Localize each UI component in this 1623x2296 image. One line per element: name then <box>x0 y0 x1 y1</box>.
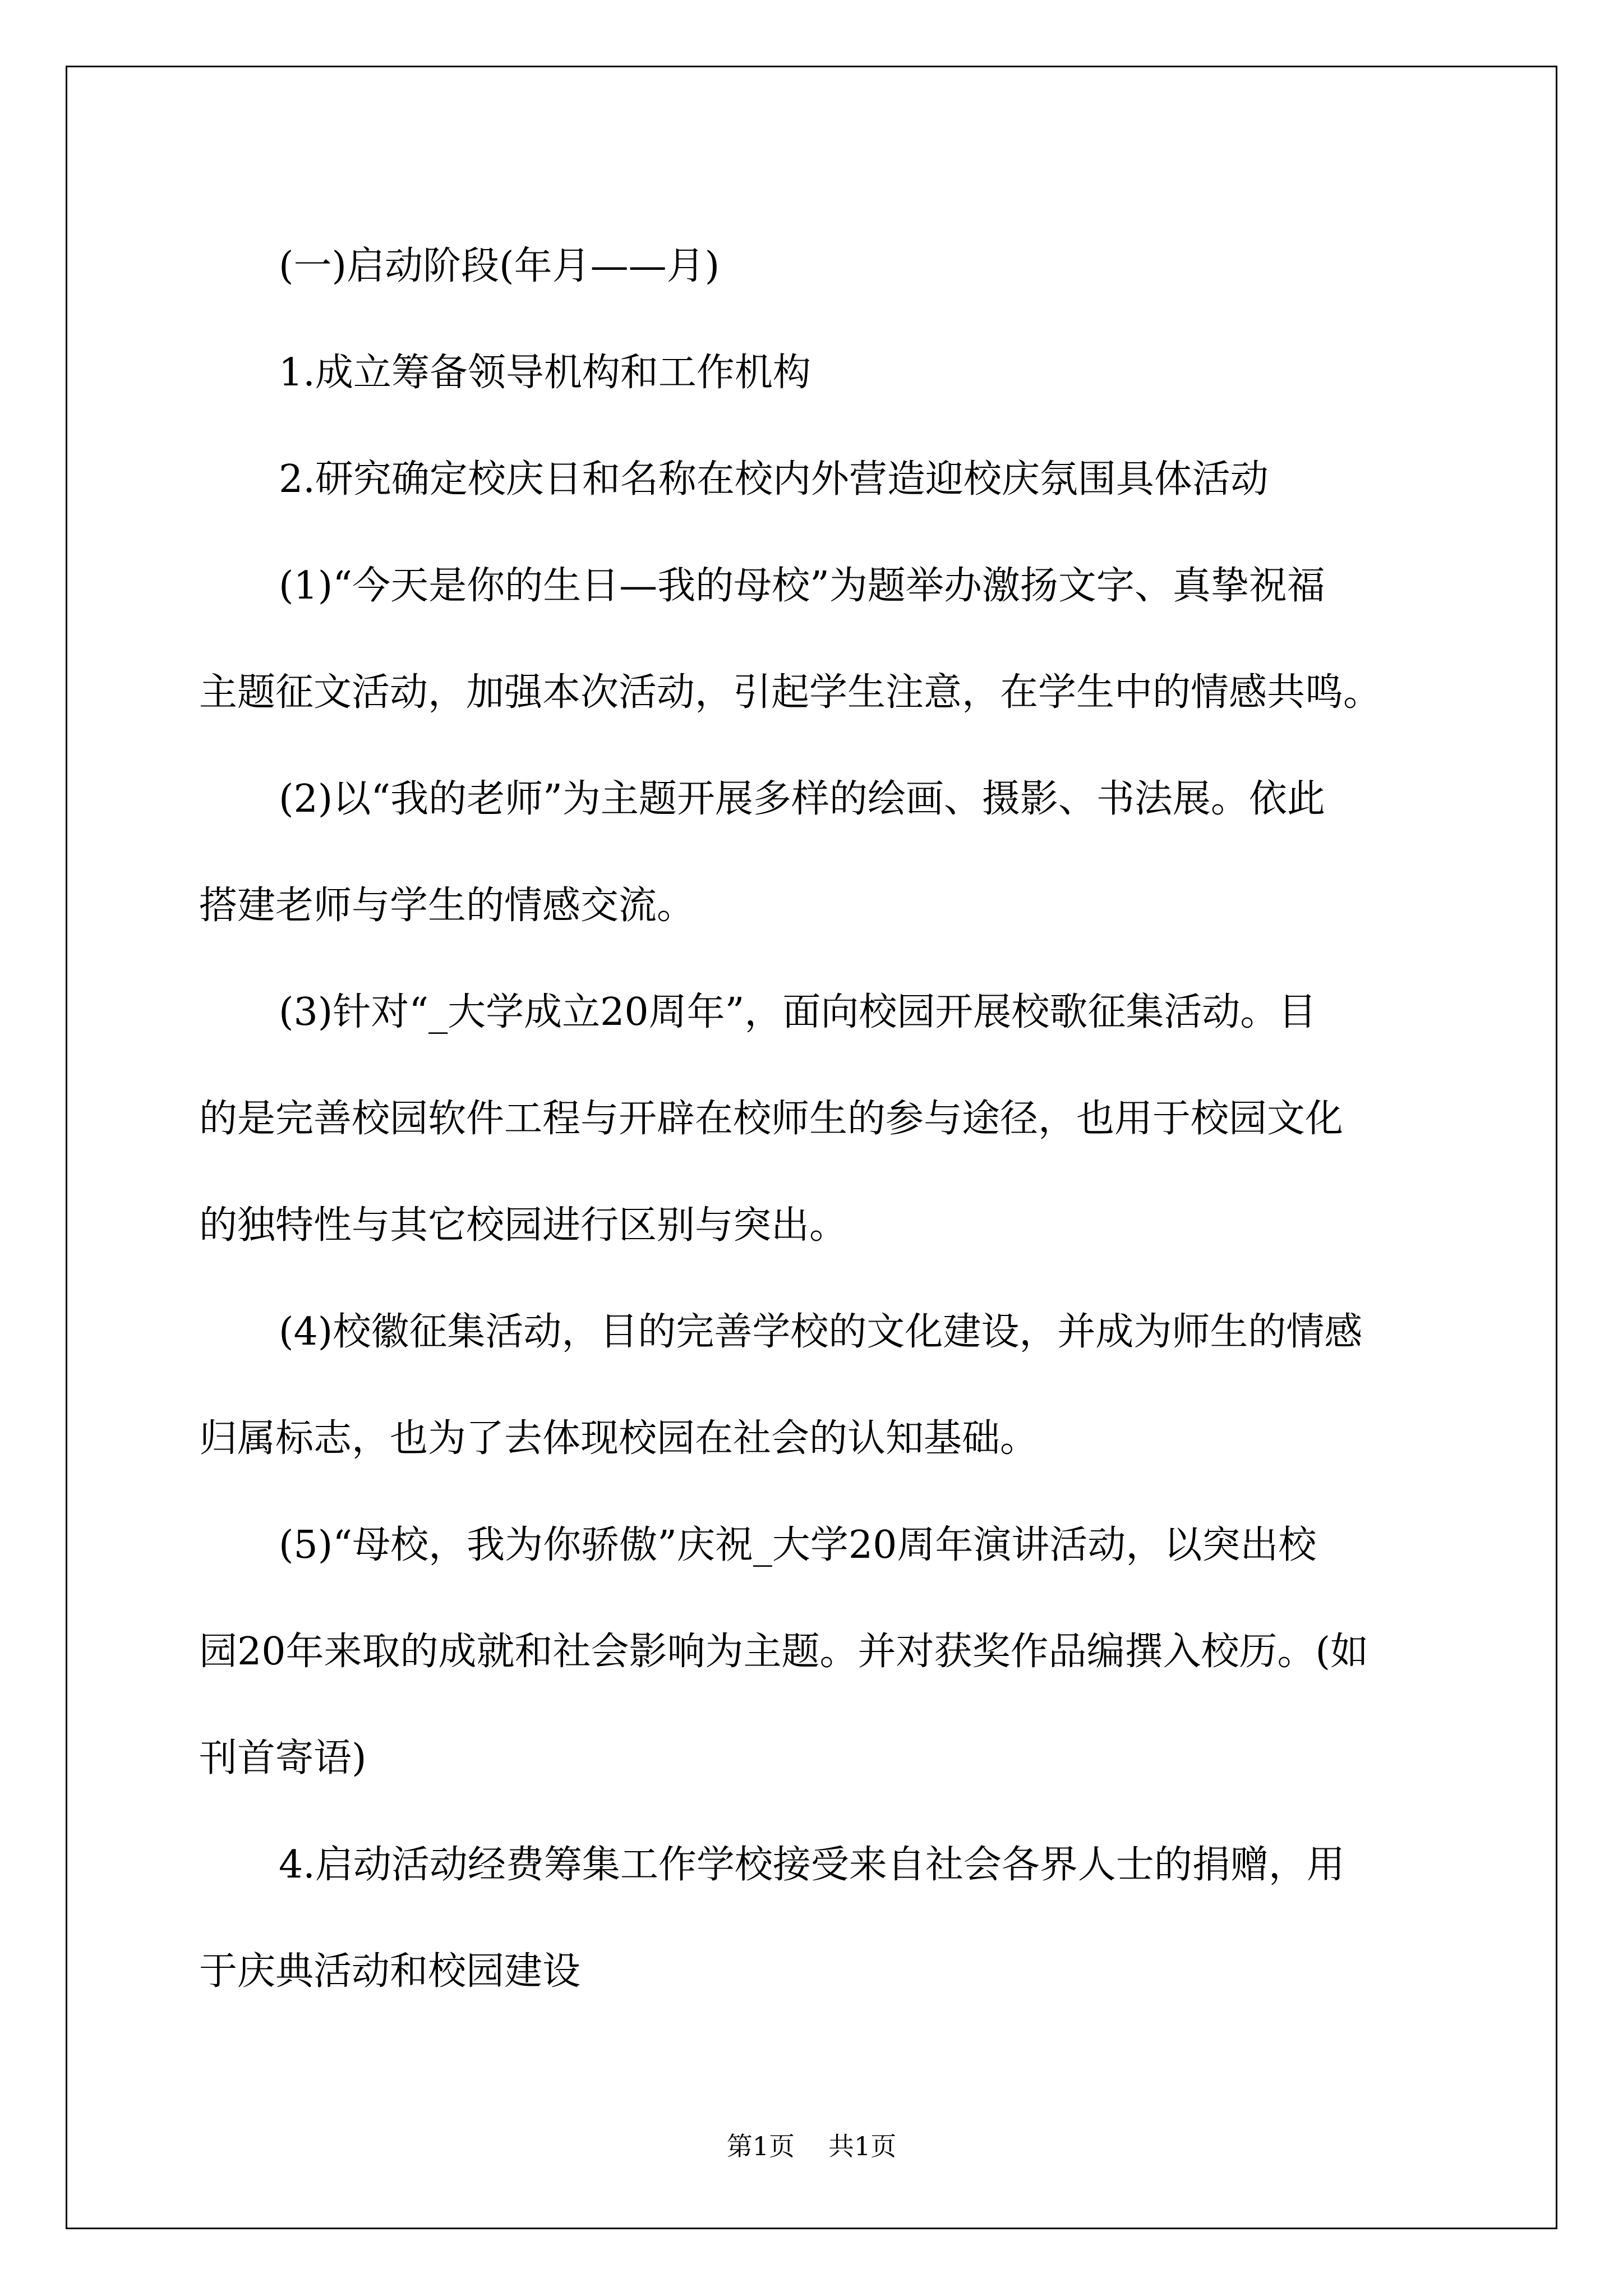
page-total: 共1页 <box>828 2131 897 2161</box>
paragraph-line: (3)针对“_大学成立20周年”，面向校园开展校歌征集活动。目 <box>279 990 1317 1034</box>
paragraph-line: 于庆典活动和校园建设 <box>199 1949 581 1994</box>
paragraph-line: 园20年来取的成就和社会影响为主题。并对获奖作品编撰入校历。(如 <box>199 1630 1369 1674</box>
paragraph-line: (5)“母校，我为你骄傲”庆祝_大学20周年演讲活动，以突出校 <box>279 1523 1317 1567</box>
paragraph-line: 的是完善校园软件工程与开辟在校师生的参与途径，也用于校园文化 <box>199 1097 1344 1141</box>
paragraph-line: (4)校徽征集活动，目的完善学校的文化建设，并成为师生的情感 <box>279 1310 1363 1354</box>
paragraph-line: 的独特性与其它校园进行区别与突出。 <box>199 1203 848 1248</box>
paragraph-line: 搭建老师与学生的情感交流。 <box>199 884 695 928</box>
page-footer <box>0 2126 1623 2163</box>
document-body <box>199 213 1433 2025</box>
list-item: 4.启动活动经费筹集工作学校接受来自社会各界人士的捐赠，用 <box>279 1843 1345 1887</box>
paragraph-line: 主题征文活动，加强本次活动，引起学生注意，在学生中的情感共鸣。 <box>199 670 1382 715</box>
paragraph-line: 归属标志，也为了去体现校园在社会的认知基础。 <box>199 1416 1039 1461</box>
paragraph-line: (2)以“我的老师”为主题开展多样的绘画、摄影、书法展。依此 <box>279 777 1325 821</box>
section-heading: (一)启动阶段(年月——月) <box>279 244 720 288</box>
list-item: 1.成立筹备领导机构和工作机构 <box>279 351 811 395</box>
paragraph-line: (1)“今天是你的生日—我的母校”为题举办激扬文字、真挚祝福 <box>279 564 1325 608</box>
paragraph-line: 刊首寄语) <box>199 1736 367 1780</box>
list-item: 2.研究确定校庆日和名称在校内外营造迎校庆氛围具体活动 <box>279 457 1269 501</box>
page-number: 第1页 <box>726 2131 795 2161</box>
